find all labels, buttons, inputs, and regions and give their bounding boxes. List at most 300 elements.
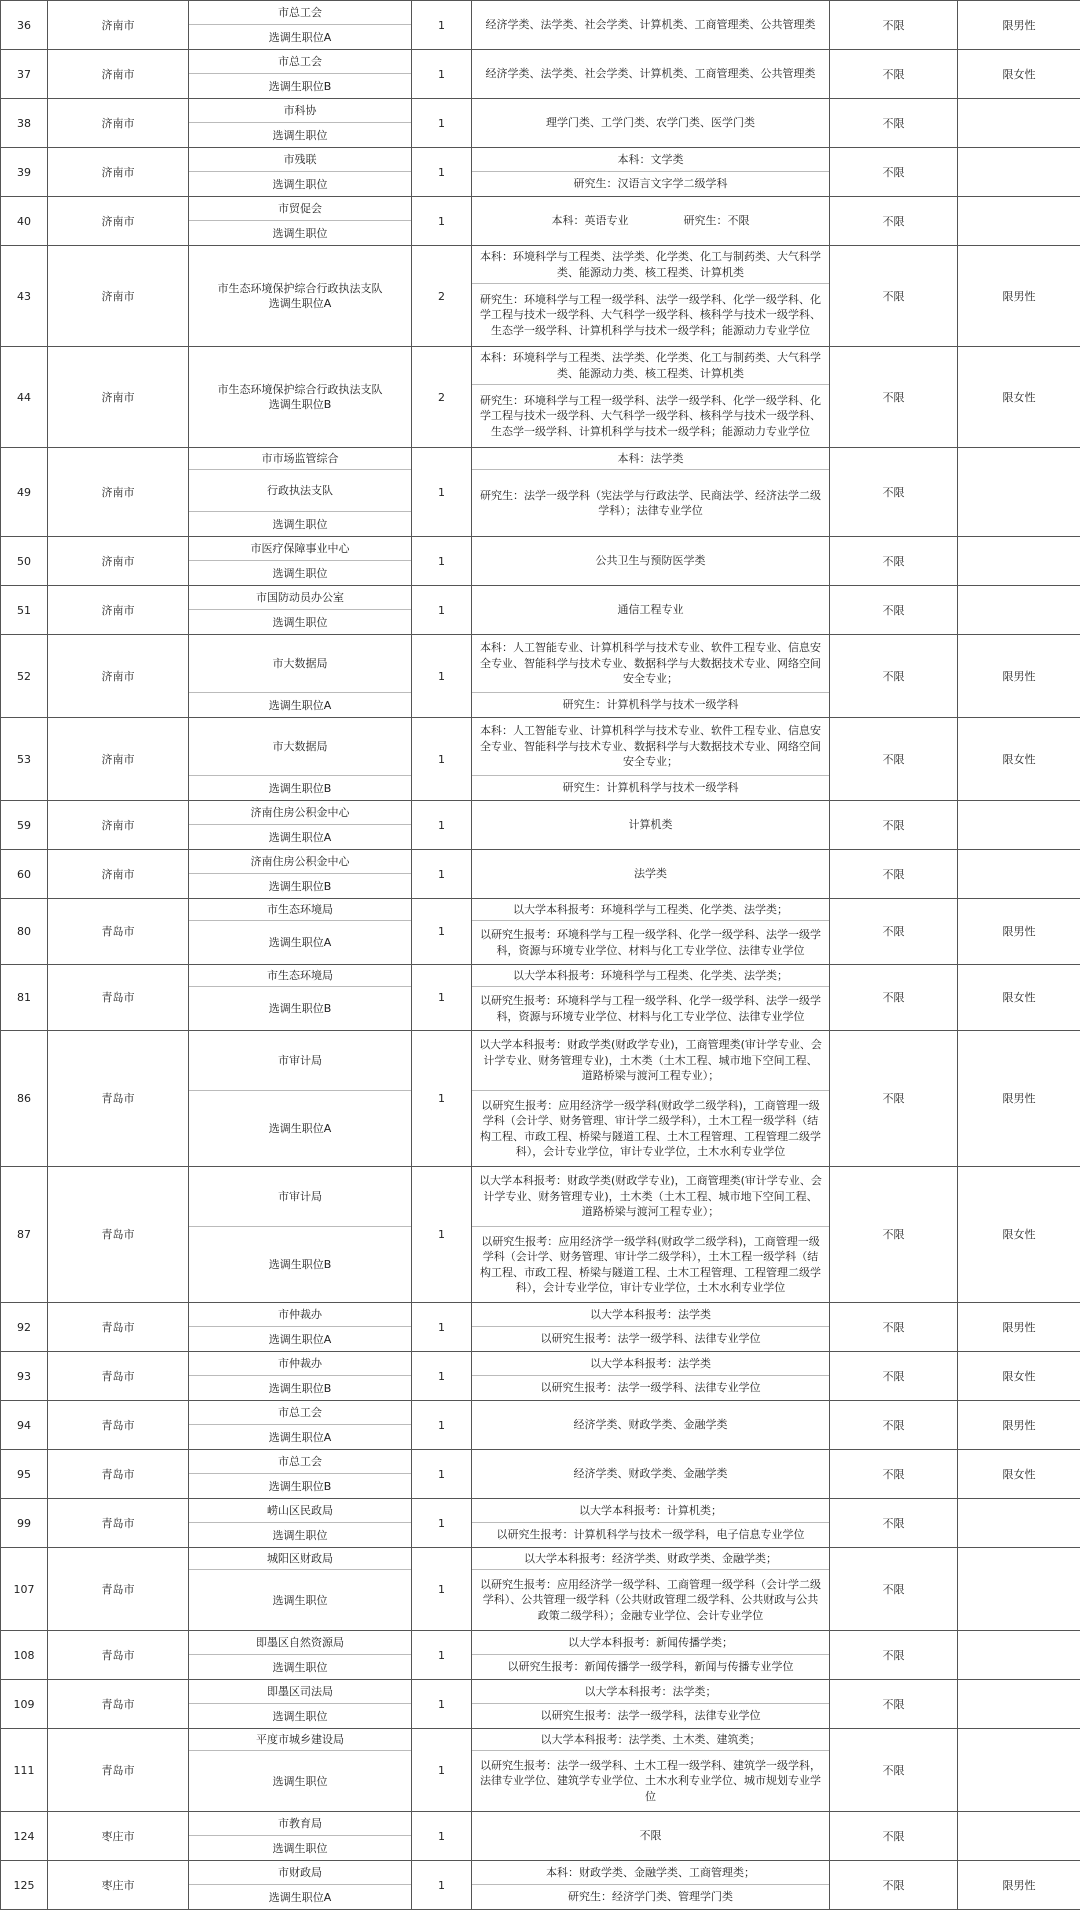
position-number: 51 (1, 586, 48, 635)
recruit-count: 1 (412, 448, 472, 537)
unit-cell (189, 635, 412, 718)
unit-cell (189, 148, 412, 197)
education-cell: 不限 (830, 537, 958, 586)
position-number: 125 (1, 1861, 48, 1910)
major-cell-line: 研究生：汉语言文字学二级学科 (472, 172, 829, 196)
education-cell: 不限 (830, 1680, 958, 1729)
major-cell-line: 以研究生报考：新闻传播学一级学科，新闻与传播专业学位 (472, 1655, 829, 1679)
major-cell (472, 850, 830, 899)
table-row (1, 1401, 1080, 1450)
unit-cell (189, 99, 412, 148)
unit-cell-line: 选调生职位B (189, 776, 411, 800)
city-cell: 济南市 (48, 850, 189, 899)
major-cell-line: 经济学类、财政学类、金融学类 (472, 1450, 829, 1498)
education-cell: 不限 (830, 197, 958, 246)
unit-cell-line: 市医疗保障事业中心 (189, 537, 411, 561)
position-number: 111 (1, 1729, 48, 1812)
city-cell: 济南市 (48, 718, 189, 801)
table-row (1, 246, 1080, 347)
unit-cell-line: 市总工会 (189, 50, 411, 74)
position-number: 52 (1, 635, 48, 718)
major-cell (472, 1548, 830, 1631)
recruit-count: 1 (412, 965, 472, 1031)
table-row (1, 1548, 1080, 1631)
education-cell: 不限 (830, 1450, 958, 1499)
major-cell-line: 以大学本科报考：计算机类； (472, 1499, 829, 1523)
table-row (1, 1450, 1080, 1499)
major-cell-line: 以大学本科报考：法学类、土木类、建筑类； (472, 1729, 829, 1751)
city-cell: 青岛市 (48, 1499, 189, 1548)
city-cell: 济南市 (48, 148, 189, 197)
recruit-count: 1 (412, 899, 472, 965)
gender-cell (958, 1812, 1080, 1861)
major-cell-line: 经济学类、法学类、社会学类、计算机类、工商管理类、公共管理类 (472, 50, 829, 98)
position-number: 107 (1, 1548, 48, 1631)
recruit-count: 1 (412, 586, 472, 635)
unit-cell-line: 选调生职位 (189, 512, 411, 536)
table-row (1, 347, 1080, 448)
major-cell-line: 以大学本科报考：财政学类(财政学专业)，工商管理类(审计学专业、会计学专业、财务管理专业)，土木类（土木工程、城市地下空间工程、道路桥梁与渡河工程专业）； (472, 1167, 829, 1227)
major-cell-line: 以研究生报考：环境科学与工程一级学科、化学一级学科、法学一级学科，资源与环境专业学位、材料与化工专业学位、法律专业学位 (472, 921, 829, 964)
major-cell (472, 148, 830, 197)
unit-cell-line: 选调生职位 (189, 172, 411, 196)
table-row (1, 148, 1080, 197)
major-cell-line: 以大学本科报考：环境科学与工程类、化学类、法学类； (472, 965, 829, 987)
table-row (1, 1631, 1080, 1680)
table-row (1, 99, 1080, 148)
unit-cell-line: 市仲裁办 (189, 1352, 411, 1376)
major-cell-line: 本科：财政学类、金融学类、工商管理类； (472, 1861, 829, 1885)
unit-cell-line: 行政执法支队 (189, 470, 411, 512)
city-cell: 青岛市 (48, 1401, 189, 1450)
table-row (1, 850, 1080, 899)
recruit-count: 1 (412, 1812, 472, 1861)
recruit-count: 1 (412, 850, 472, 899)
gender-cell: 限女性 (958, 1167, 1080, 1303)
unit-cell (189, 1680, 412, 1729)
unit-cell-line: 选调生职位A (189, 1327, 411, 1351)
gender-cell: 限女性 (958, 965, 1080, 1031)
gender-cell: 限男性 (958, 1401, 1080, 1450)
gender-cell: 限男性 (958, 635, 1080, 718)
major-cell (472, 197, 830, 246)
position-number: 50 (1, 537, 48, 586)
recruit-count: 1 (412, 1031, 472, 1167)
unit-cell (189, 1729, 412, 1812)
recruit-count: 1 (412, 1303, 472, 1352)
unit-cell (189, 1, 412, 50)
major-cell (472, 1812, 830, 1861)
recruit-count: 1 (412, 50, 472, 99)
education-cell: 不限 (830, 1631, 958, 1680)
table-row (1, 1812, 1080, 1861)
unit-cell-line: 市仲裁办 (189, 1303, 411, 1327)
major-cell-line: 法学类 (472, 850, 829, 898)
unit-cell (189, 197, 412, 246)
recruit-count: 1 (412, 1548, 472, 1631)
unit-cell-line: 选调生职位 (189, 1704, 411, 1728)
unit-cell (189, 965, 412, 1031)
major-cell (472, 1352, 830, 1401)
recruit-count: 1 (412, 197, 472, 246)
unit-cell (189, 50, 412, 99)
table-row (1, 197, 1080, 246)
unit-cell-line: 选调生职位 (189, 1570, 411, 1630)
unit-cell-line: 市生态环境保护综合行政执法支队 选调生职位B (189, 347, 411, 447)
gender-cell (958, 197, 1080, 246)
table-row (1, 448, 1080, 537)
table-row (1, 635, 1080, 718)
education-cell: 不限 (830, 1729, 958, 1812)
unit-cell-line: 平度市城乡建设局 (189, 1729, 411, 1751)
major-cell-line: 以研究生报考：环境科学与工程一级学科、化学一级学科、法学一级学科，资源与环境专业学位、材料与化工专业学位、法律专业学位 (472, 987, 829, 1030)
unit-cell (189, 899, 412, 965)
unit-cell (189, 1031, 412, 1167)
unit-cell-line: 选调生职位A (189, 1091, 411, 1166)
major-cell-line: 研究生：计算机科学与技术一级学科 (472, 776, 829, 800)
unit-cell-line: 市财政局 (189, 1861, 411, 1885)
city-cell: 济南市 (48, 347, 189, 448)
unit-cell (189, 1401, 412, 1450)
unit-cell-line: 选调生职位A (189, 825, 411, 849)
major-cell-line: 以研究生报考：应用经济学一级学科(财政学二级学科)，工商管理一级学科（会计学、财务管理、审计学二级学科），土木工程一级学科（结构工程、市政工程、桥梁与隧道工程、土木工程管理、工程管理二级学科），会计专业学位，审计专业学位，土木水利专业学位 (472, 1227, 829, 1302)
unit-cell-line: 市总工会 (189, 1450, 411, 1474)
unit-cell (189, 448, 412, 537)
major-cell-line: 本科：英语专业 研究生：不限 (472, 197, 829, 245)
unit-cell-line: 崂山区民政局 (189, 1499, 411, 1523)
major-cell (472, 965, 830, 1031)
major-cell (472, 1031, 830, 1167)
gender-cell: 限男性 (958, 1, 1080, 50)
unit-cell-line: 选调生职位B (189, 1376, 411, 1400)
education-cell: 不限 (830, 801, 958, 850)
city-cell: 青岛市 (48, 1631, 189, 1680)
gender-cell: 限女性 (958, 347, 1080, 448)
major-cell (472, 246, 830, 347)
table-row (1, 50, 1080, 99)
major-cell (472, 50, 830, 99)
major-cell-line: 以研究生报考：法学一级学科、法律专业学位 (472, 1327, 829, 1351)
major-cell-line: 计算机类 (472, 801, 829, 849)
gender-cell: 限男性 (958, 1861, 1080, 1910)
education-cell: 不限 (830, 1812, 958, 1861)
table-row (1, 1303, 1080, 1352)
position-number: 86 (1, 1031, 48, 1167)
major-cell-line: 本科：环境科学与工程类、法学类、化学类、化工与制药类、大气科学类、能源动力类、核工程类、计算机类 (472, 347, 829, 385)
major-cell (472, 801, 830, 850)
unit-cell-line: 即墨区自然资源局 (189, 1631, 411, 1655)
unit-cell-line: 选调生职位B (189, 1227, 411, 1302)
city-cell: 济南市 (48, 801, 189, 850)
unit-cell (189, 1303, 412, 1352)
recruit-count: 1 (412, 1861, 472, 1910)
major-cell (472, 1729, 830, 1812)
unit-cell-line: 选调生职位 (189, 561, 411, 585)
table-row (1, 1680, 1080, 1729)
unit-cell-line: 选调生职位 (189, 1836, 411, 1860)
city-cell: 济南市 (48, 586, 189, 635)
position-table-body (1, 1, 1080, 1910)
unit-cell (189, 801, 412, 850)
major-cell-line: 通信工程专业 (472, 586, 829, 634)
unit-cell-line: 选调生职位 (189, 1523, 411, 1547)
position-number: 36 (1, 1, 48, 50)
major-cell-line: 本科：环境科学与工程类、法学类、化学类、化工与制药类、大气科学类、能源动力类、核工程类、计算机类 (472, 246, 829, 284)
education-cell: 不限 (830, 899, 958, 965)
unit-cell-line: 选调生职位B (189, 874, 411, 898)
major-cell-line: 研究生：环境科学与工程一级学科、法学一级学科、化学一级学科、化学工程与技术一级学科、大气科学一级学科、核科学与技术一级学科、生态学一级学科、计算机科学与技术一级学科；能源动力专业学位 (472, 284, 829, 346)
position-number: 60 (1, 850, 48, 899)
major-cell-line: 以大学本科报考：法学类 (472, 1352, 829, 1376)
table-row (1, 718, 1080, 801)
unit-cell-line: 选调生职位 (189, 1751, 411, 1811)
unit-cell-line: 选调生职位A (189, 1885, 411, 1909)
unit-cell (189, 718, 412, 801)
major-cell (472, 347, 830, 448)
unit-cell (189, 1499, 412, 1548)
unit-cell-line: 市总工会 (189, 1401, 411, 1425)
unit-cell-line: 济南住房公积金中心 (189, 850, 411, 874)
education-cell: 不限 (830, 965, 958, 1031)
gender-cell: 限女性 (958, 1450, 1080, 1499)
gender-cell (958, 1548, 1080, 1631)
position-number: 93 (1, 1352, 48, 1401)
position-number: 43 (1, 246, 48, 347)
education-cell: 不限 (830, 1401, 958, 1450)
major-cell-line: 以研究生报考：计算机科学与技术一级学科，电子信息专业学位 (472, 1523, 829, 1547)
major-cell-line: 以大学本科报考：财政学类(财政学专业)，工商管理类(审计学专业、会计学专业、财务管理专业)，土木类（土木工程、城市地下空间工程、道路桥梁与渡河工程专业）； (472, 1031, 829, 1091)
education-cell: 不限 (830, 347, 958, 448)
major-cell (472, 1303, 830, 1352)
position-number: 38 (1, 99, 48, 148)
recruit-count: 1 (412, 1450, 472, 1499)
major-cell (472, 1401, 830, 1450)
education-cell: 不限 (830, 448, 958, 537)
gender-cell (958, 448, 1080, 537)
major-cell-line: 不限 (472, 1812, 829, 1860)
recruit-count: 2 (412, 347, 472, 448)
position-number: 59 (1, 801, 48, 850)
table-row (1, 537, 1080, 586)
unit-cell-line: 选调生职位A (189, 1425, 411, 1449)
position-number: 99 (1, 1499, 48, 1548)
table-row (1, 1, 1080, 50)
city-cell: 枣庄市 (48, 1861, 189, 1910)
major-cell-line: 研究生：经济学门类、管理学门类 (472, 1885, 829, 1909)
position-number: 94 (1, 1401, 48, 1450)
recruit-count: 1 (412, 718, 472, 801)
position-number: 37 (1, 50, 48, 99)
unit-cell-line: 选调生职位A (189, 693, 411, 717)
unit-cell-line: 市大数据局 (189, 718, 411, 776)
unit-cell (189, 246, 412, 347)
recruit-count: 1 (412, 1680, 472, 1729)
unit-cell-line: 市残联 (189, 148, 411, 172)
unit-cell-line: 选调生职位 (189, 1655, 411, 1679)
city-cell: 青岛市 (48, 1352, 189, 1401)
major-cell (472, 1450, 830, 1499)
gender-cell (958, 801, 1080, 850)
major-cell-line: 以大学本科报考：经济学类、财政学类、金融学类； (472, 1548, 829, 1570)
recruit-count: 1 (412, 148, 472, 197)
position-number: 95 (1, 1450, 48, 1499)
major-cell-line: 以研究生报考：应用经济学一级学科(财政学二级学科)，工商管理一级学科（会计学、财务管理、审计学二级学科），土木工程一级学科（结构工程、市政工程、桥梁与隧道工程、土木工程管理、工程管理二级学科），会计专业学位，审计专业学位，土木水利专业学位 (472, 1091, 829, 1166)
city-cell: 青岛市 (48, 1450, 189, 1499)
major-cell-line: 以大学本科报考：新闻传播学类； (472, 1631, 829, 1655)
position-number: 124 (1, 1812, 48, 1861)
gender-cell (958, 148, 1080, 197)
major-cell-line: 本科：人工智能专业、计算机科学与技术专业、软件工程专业、信息安全专业、智能科学与技术专业、数据科学与大数据技术专业、网络空间安全专业； (472, 718, 829, 776)
recruit-count: 1 (412, 1499, 472, 1548)
major-cell (472, 99, 830, 148)
unit-cell-line: 市国防动员办公室 (189, 586, 411, 610)
unit-cell-line: 市大数据局 (189, 635, 411, 693)
recruit-count: 1 (412, 1729, 472, 1812)
major-cell-line: 经济学类、财政学类、金融学类 (472, 1401, 829, 1449)
gender-cell (958, 99, 1080, 148)
position-number: 40 (1, 197, 48, 246)
education-cell: 不限 (830, 635, 958, 718)
city-cell: 青岛市 (48, 1548, 189, 1631)
table-row (1, 586, 1080, 635)
recruit-count: 1 (412, 1352, 472, 1401)
gender-cell (958, 1631, 1080, 1680)
gender-cell: 限女性 (958, 1352, 1080, 1401)
major-cell-line: 以研究生报考：法学一级学科，法律专业学位 (472, 1704, 829, 1728)
city-cell: 济南市 (48, 635, 189, 718)
unit-cell-line: 即墨区司法局 (189, 1680, 411, 1704)
major-cell (472, 1167, 830, 1303)
recruit-count: 1 (412, 99, 472, 148)
major-cell (472, 586, 830, 635)
unit-cell-line: 市生态环境局 (189, 899, 411, 921)
unit-cell (189, 1450, 412, 1499)
education-cell: 不限 (830, 99, 958, 148)
education-cell: 不限 (830, 1, 958, 50)
gender-cell: 限男性 (958, 246, 1080, 347)
city-cell: 青岛市 (48, 1031, 189, 1167)
unit-cell (189, 1548, 412, 1631)
gender-cell: 限男性 (958, 1303, 1080, 1352)
gender-cell (958, 1729, 1080, 1812)
major-cell (472, 1861, 830, 1910)
city-cell: 青岛市 (48, 1303, 189, 1352)
education-cell: 不限 (830, 1031, 958, 1167)
gender-cell (958, 1680, 1080, 1729)
unit-cell (189, 1631, 412, 1680)
unit-cell-line: 选调生职位A (189, 25, 411, 49)
recruit-count: 2 (412, 246, 472, 347)
major-cell-line: 以研究生报考：应用经济学一级学科、工商管理一级学科（会计学二级学科）、公共管理一级学科（公共财政管理二级学科、公共财政与公共政策二级学科）；金融专业学位、会计专业学位 (472, 1570, 829, 1630)
city-cell: 青岛市 (48, 899, 189, 965)
unit-cell-line: 选调生职位 (189, 221, 411, 245)
major-cell (472, 635, 830, 718)
unit-cell (189, 1812, 412, 1861)
major-cell (472, 1, 830, 50)
recruit-count: 1 (412, 1, 472, 50)
unit-cell-line: 济南住房公积金中心 (189, 801, 411, 825)
unit-cell-line: 选调生职位 (189, 610, 411, 634)
unit-cell (189, 586, 412, 635)
table-row (1, 1499, 1080, 1548)
unit-cell (189, 1167, 412, 1303)
city-cell: 青岛市 (48, 1167, 189, 1303)
major-cell-line: 公共卫生与预防医学类 (472, 537, 829, 585)
unit-cell-line: 市市场监管综合 (189, 448, 411, 470)
major-cell-line: 以研究生报考：法学一级学科、法律专业学位 (472, 1376, 829, 1400)
unit-cell-line: 市教育局 (189, 1812, 411, 1836)
city-cell: 济南市 (48, 537, 189, 586)
education-cell: 不限 (830, 1861, 958, 1910)
recruit-count: 1 (412, 1401, 472, 1450)
city-cell: 青岛市 (48, 1680, 189, 1729)
recruit-count: 1 (412, 537, 472, 586)
education-cell: 不限 (830, 246, 958, 347)
unit-cell-line: 市审计局 (189, 1167, 411, 1227)
position-number: 80 (1, 899, 48, 965)
position-number: 92 (1, 1303, 48, 1352)
unit-cell-line: 选调生职位 (189, 123, 411, 147)
education-cell: 不限 (830, 586, 958, 635)
city-cell: 济南市 (48, 1, 189, 50)
major-cell (472, 537, 830, 586)
gender-cell (958, 586, 1080, 635)
gender-cell: 限男性 (958, 1031, 1080, 1167)
major-cell-line: 经济学类、法学类、社会学类、计算机类、工商管理类、公共管理类 (472, 1, 829, 49)
table-row (1, 1031, 1080, 1167)
major-cell-line: 本科：法学类 (472, 448, 829, 470)
major-cell (472, 1499, 830, 1548)
table-row (1, 1352, 1080, 1401)
gender-cell (958, 537, 1080, 586)
position-number: 39 (1, 148, 48, 197)
position-number: 87 (1, 1167, 48, 1303)
unit-cell-line: 市科协 (189, 99, 411, 123)
unit-cell-line: 选调生职位B (189, 1474, 411, 1498)
unit-cell-line: 选调生职位B (189, 74, 411, 98)
table-row (1, 965, 1080, 1031)
unit-cell-line: 市生态环境局 (189, 965, 411, 987)
major-cell-line: 理学门类、工学门类、农学门类、医学门类 (472, 99, 829, 147)
unit-cell (189, 1861, 412, 1910)
education-cell: 不限 (830, 50, 958, 99)
city-cell: 济南市 (48, 50, 189, 99)
city-cell: 青岛市 (48, 1729, 189, 1812)
city-cell: 枣庄市 (48, 1812, 189, 1861)
major-cell-line: 研究生：计算机科学与技术一级学科 (472, 693, 829, 717)
major-cell-line: 本科：人工智能专业、计算机科学与技术专业、软件工程专业、信息安全专业、智能科学与技术专业、数据科学与大数据技术专业、网络空间安全专业； (472, 635, 829, 693)
unit-cell (189, 850, 412, 899)
major-cell-line: 以大学本科报考：法学类； (472, 1680, 829, 1704)
unit-cell (189, 537, 412, 586)
unit-cell-line: 市生态环境保护综合行政执法支队 选调生职位A (189, 246, 411, 346)
city-cell: 济南市 (48, 246, 189, 347)
major-cell (472, 899, 830, 965)
education-cell: 不限 (830, 148, 958, 197)
unit-cell-line: 市总工会 (189, 1, 411, 25)
unit-cell-line: 城阳区财政局 (189, 1548, 411, 1570)
education-cell: 不限 (830, 718, 958, 801)
unit-cell (189, 1352, 412, 1401)
education-cell: 不限 (830, 1167, 958, 1303)
major-cell (472, 718, 830, 801)
recruit-count: 1 (412, 1631, 472, 1680)
table-row (1, 1729, 1080, 1812)
position-number: 108 (1, 1631, 48, 1680)
major-cell-line: 以大学本科报考：环境科学与工程类、化学类、法学类； (472, 899, 829, 921)
table-row (1, 801, 1080, 850)
recruit-count: 1 (412, 635, 472, 718)
